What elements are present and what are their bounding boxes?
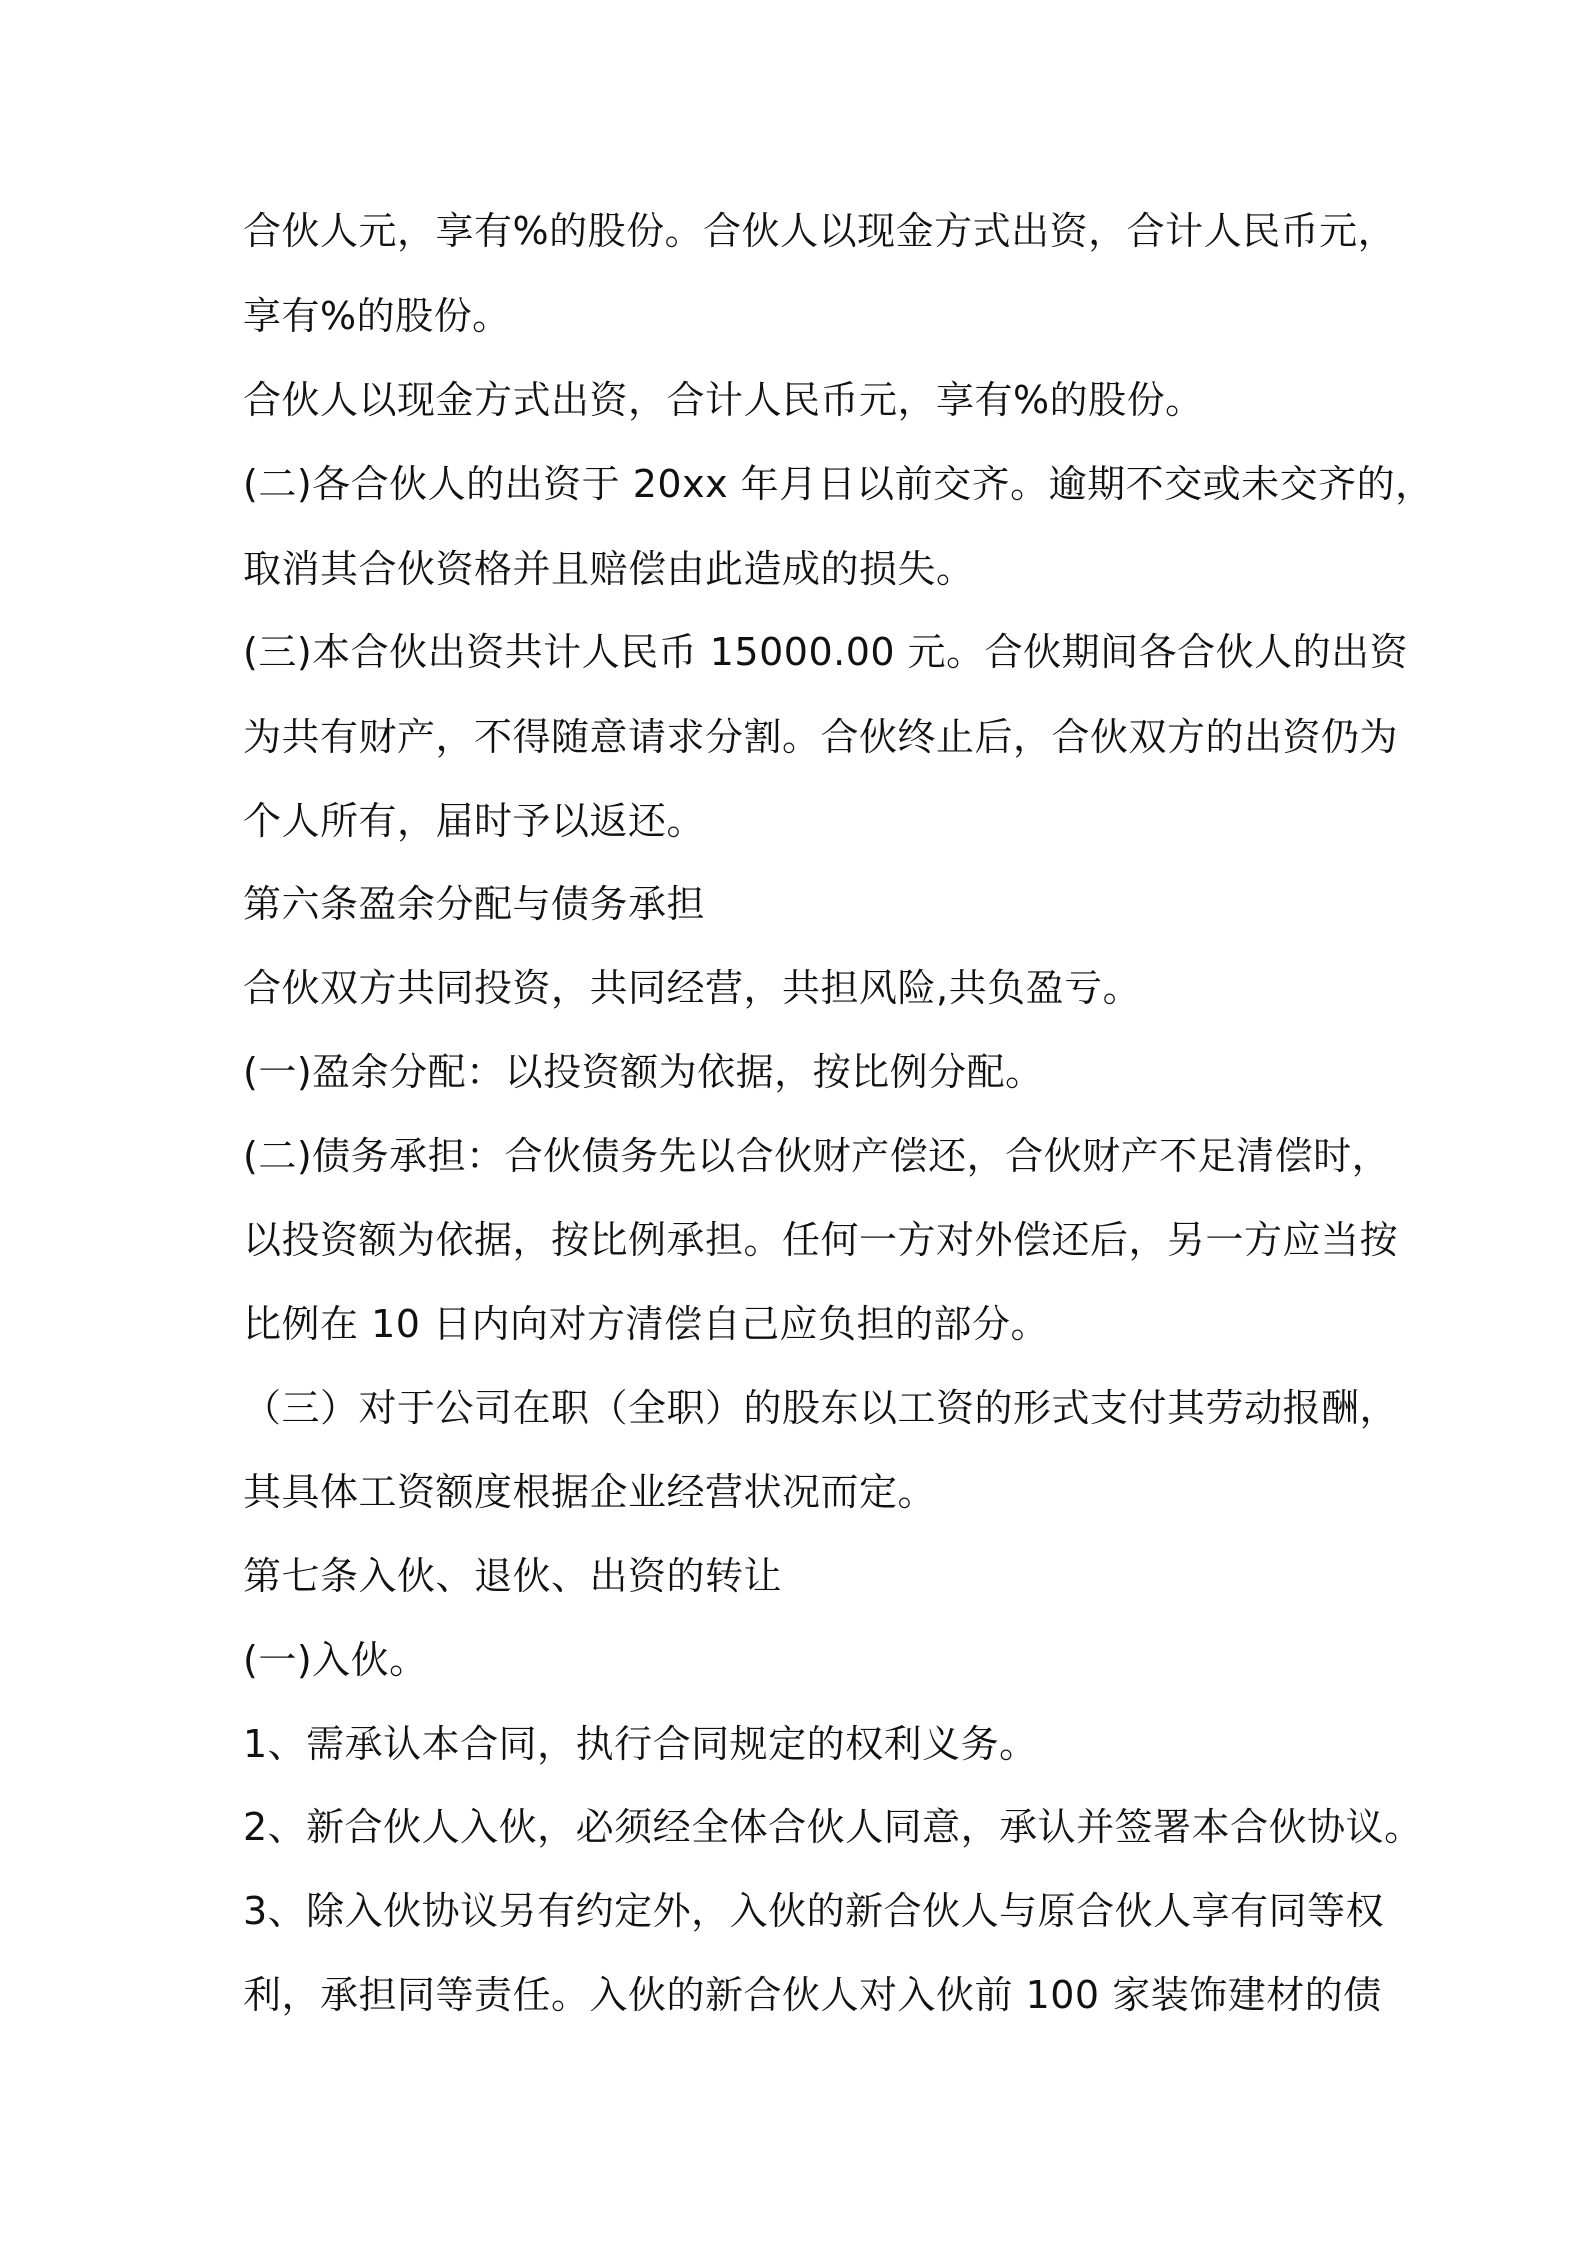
paragraph-line: 利，承担同等责任。入伙的新合伙人对入伙前 100 家装饰建材的债 — [243, 1973, 1382, 2017]
paragraph-line: 享有%的股份。 — [243, 294, 511, 338]
paragraph-line: 其具体工资额度根据企业经营状况而定。 — [243, 1470, 937, 1514]
paragraph-line: 1、需承认本合同，执行合同规定的权利义务。 — [243, 1722, 1038, 1766]
paragraph-line: 合伙人元，享有%的股份。合伙人以现金方式出资，合计人民币元， — [243, 209, 1397, 253]
paragraph-line: (二)各合伙人的出资于 20xx 年月日以前交齐。逾期不交或未交齐的， — [243, 462, 1434, 506]
paragraph-line: 比例在 10 日内向对方清偿自己应负担的部分。 — [243, 1302, 1050, 1346]
paragraph-line: 合伙人以现金方式出资，合计人民币元，享有%的股份。 — [243, 378, 1204, 422]
section-heading: 第七条入伙、退伙、出资的转让 — [243, 1554, 783, 1598]
paragraph-line: 为共有财产，不得随意请求分割。合伙终止后，合伙双方的出资仍为 — [243, 715, 1399, 759]
paragraph-line: （三）对于公司在职（全职）的股东以工资的形式支付其劳动报酬， — [243, 1386, 1399, 1430]
paragraph-line: 2、新合伙人入伙，必须经全体合伙人同意，承认并签署本合伙协议。 — [243, 1805, 1423, 1849]
paragraph-line: (一)入伙。 — [243, 1638, 428, 1682]
section-heading: 第六条盈余分配与债务承担 — [243, 882, 706, 926]
paragraph-line: 个人所有，届时予以返还。 — [243, 799, 706, 843]
paragraph-line: (一)盈余分配：以投资额为依据，按比例分配。 — [243, 1050, 1044, 1094]
paragraph-line: 3、除入伙协议另有约定外，入伙的新合伙人与原合伙人享有同等权 — [243, 1889, 1385, 1933]
paragraph-line: 合伙双方共同投资，共同经营，共担风险,共负盈亏。 — [243, 966, 1142, 1010]
paragraph-line: (三)本合伙出资共计人民币 15000.00 元。合伙期间各合伙人的出资 — [243, 630, 1409, 674]
paragraph-line: 取消其合伙资格并且赔偿由此造成的损失。 — [243, 547, 975, 591]
paragraph-line: 以投资额为依据，按比例承担。任何一方对外偿还后，另一方应当按 — [243, 1218, 1399, 1262]
paragraph-line: (二)债务承担：合伙债务先以合伙财产偿还，合伙财产不足清偿时， — [243, 1134, 1391, 1178]
